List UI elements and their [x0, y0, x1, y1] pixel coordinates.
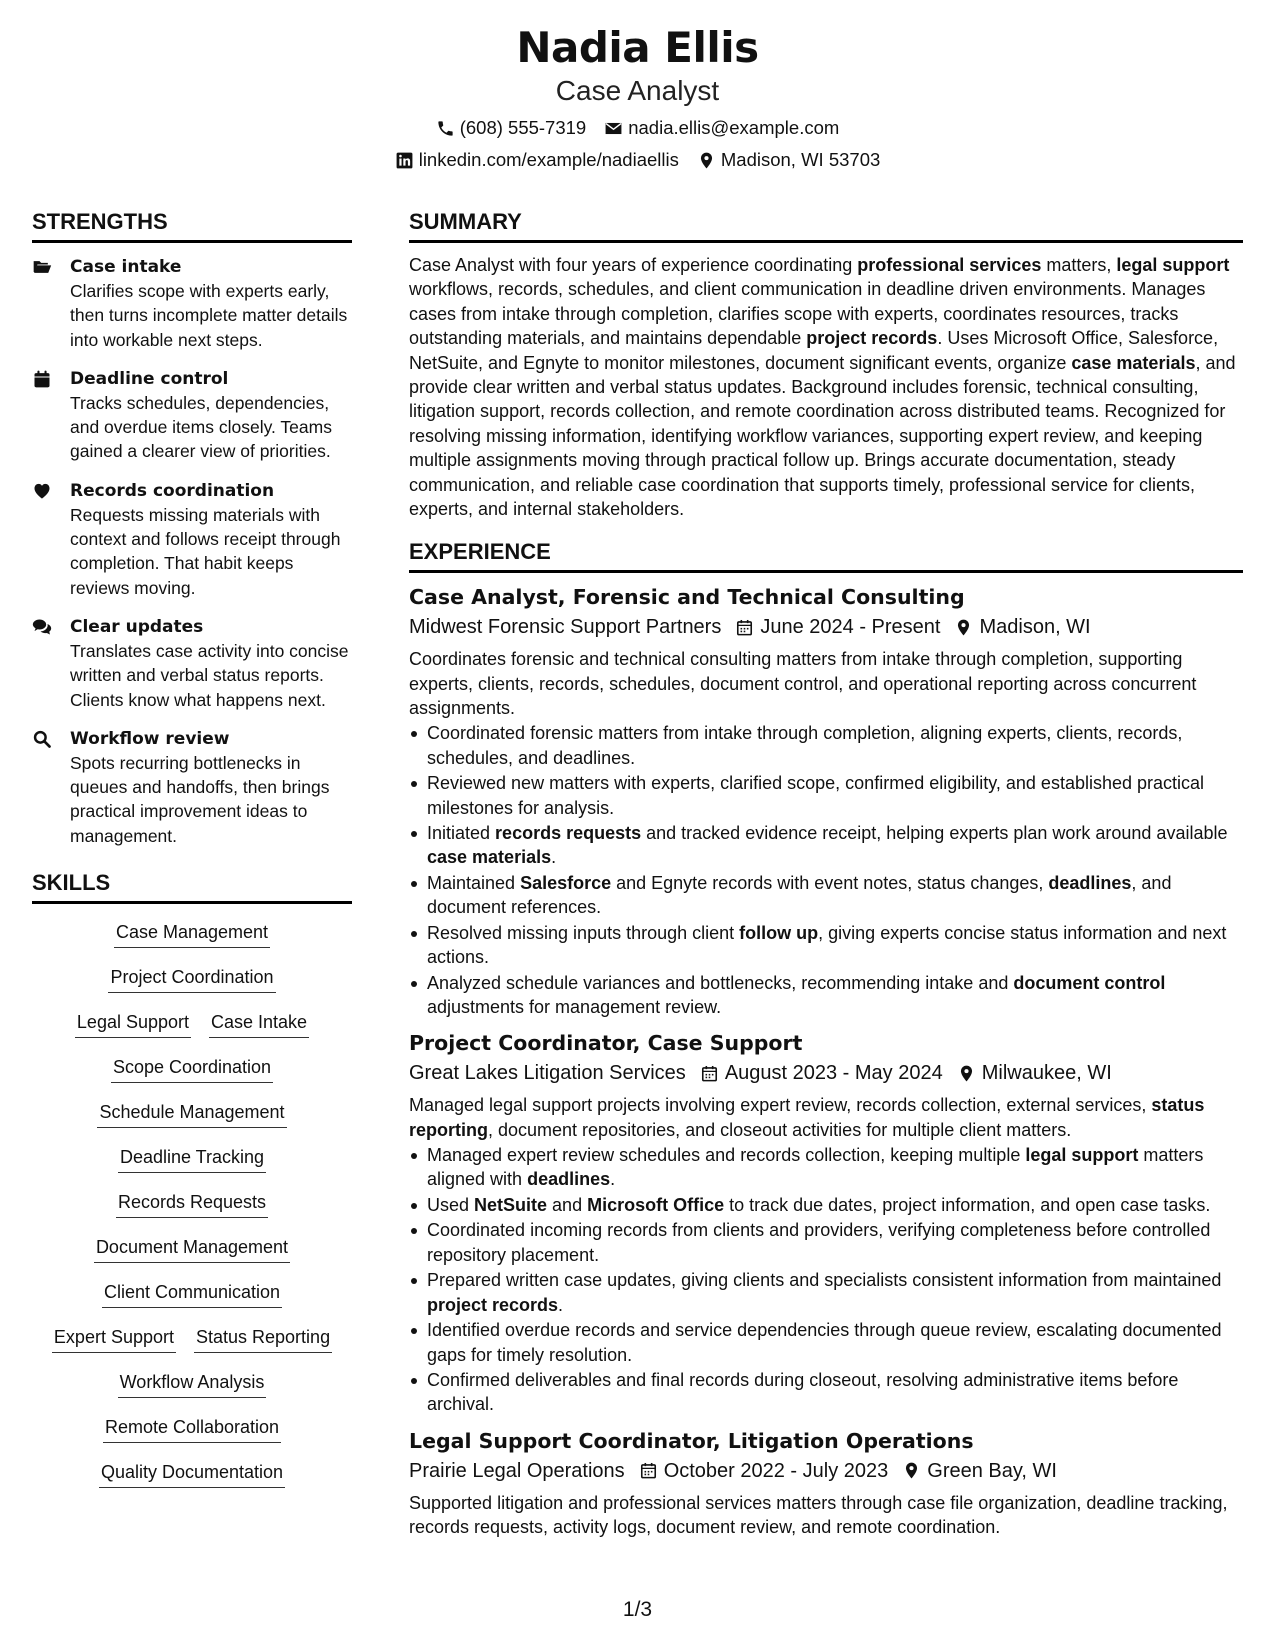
contact-linkedin[interactable]	[395, 148, 679, 172]
skill-tag: Records Requests	[116, 1191, 268, 1218]
job-description: Managed legal support projects involving expert review, records collection, external services, status reporting, document repositories, and closeout activities for multiple client matters.	[409, 1095, 1205, 1140]
job-entry	[409, 1427, 1243, 1540]
candidate-name: Nadia Ellis	[516, 23, 759, 72]
skill-row	[32, 921, 352, 966]
skill-tag: Status Reporting	[194, 1326, 332, 1353]
phone-text: (608) 555-7319	[459, 117, 587, 138]
strength-item	[32, 255, 352, 352]
skill-row	[32, 1371, 352, 1416]
contact-phone	[436, 116, 587, 140]
map-pin-icon	[954, 618, 973, 637]
skill-tag: Client Communication	[102, 1281, 282, 1308]
email-link[interactable]: nadia.ellis@example.com	[628, 117, 840, 138]
job-bullet: Prepared written case updates, giving clients and specialists consistent information from maintained project records.	[409, 1268, 1243, 1317]
skill-row	[32, 1191, 352, 1236]
calendar-icon	[32, 369, 52, 389]
strength-title: Workflow review	[70, 728, 230, 749]
job-description: Coordinates forensic and technical consulting matters from intake through completion, supporting experts, clients, records, schedules, document control, and operational reporting across concurrent assignments.	[409, 649, 1197, 719]
skill-row	[32, 1416, 352, 1461]
strength-desc: Clarifies scope with experts early, then turns incomplete matter details into workable next steps.	[70, 281, 348, 350]
job-bullet: Coordinated incoming records from clients and providers, verifying completeness before controlled repository placement.	[409, 1218, 1243, 1267]
job-bullet: Identified overdue records and service dependencies through queue review, escalating documented gaps for timely resolution.	[409, 1318, 1243, 1367]
summary-heading: SUMMARY	[409, 208, 1243, 243]
job-bullet: Managed expert review schedules and records collection, keeping multiple legal support matters aligned with deadlines.	[409, 1143, 1243, 1192]
map-pin-icon	[697, 151, 716, 170]
job-company: Midwest Forensic Support Partners	[409, 616, 722, 639]
contact-email[interactable]	[604, 116, 839, 140]
job-bullet: Initiated records requests and tracked evidence receipt, helping experts plan work around available case materials.	[409, 821, 1243, 870]
strength-desc: Translates case activity into concise written and verbal status reports. Clients know what happens next.	[70, 640, 349, 710]
skill-tag: Workflow Analysis	[118, 1371, 267, 1398]
strength-title: Deadline control	[70, 368, 229, 389]
skills-list	[32, 921, 352, 1506]
skill-tag: Schedule Management	[97, 1101, 286, 1128]
skill-tag: Deadline Tracking	[118, 1146, 266, 1173]
strengths-heading: STRENGTHS	[32, 208, 352, 243]
job-meta	[409, 1456, 1243, 1486]
skill-tag: Project Coordination	[108, 966, 275, 993]
job-description: Supported litigation and professional services matters through case file organization, deadline tracking, records requests, activity logs, document review, and remote coordination.	[409, 1492, 1228, 1538]
job-entry	[409, 583, 1243, 1019]
page-number: 1/3	[622, 1598, 653, 1621]
heart-icon	[32, 481, 52, 501]
skill-row	[32, 966, 352, 1011]
strength-title: Case intake	[70, 257, 182, 277]
strength-desc: Requests missing materials with context and follows receipt through completion. That habit keeps reviews moving.	[70, 504, 341, 598]
map-pin-icon	[902, 1461, 921, 1480]
summary-text: Case Analyst with four years of experience coordinating professional services matters, legal support workflows, records, schedules, and client communication in deadline driven environments. Manages cases from intake through completion, clarifies scope with experts, coordinates resources, tracks outstanding materials, and maintains dependable project records. Uses Microsoft Office, Salesforce, NetSuite, and Egnyte to monitor milestones, document significant events, organize case materials, and provide clear written and verbal status updates. Background includes forensic, technical consulting, litigation support, records collection, and remote coordination across distributed teams. Recognized for resolving missing information, identifying workflow variances, supporting expert review, and keeping multiple assignments moving through practical follow up. Brings accurate documentation, steady communication, and reliable case coordination that supports timely, professional service for clients, experts, and internal stakeholders.	[409, 255, 1236, 520]
skill-row	[32, 1461, 352, 1506]
skill-tag: Quality Documentation	[99, 1461, 285, 1488]
skill-tag: Legal Support	[75, 1011, 191, 1038]
comments-icon	[32, 617, 52, 637]
contact-location	[697, 148, 880, 172]
right-column	[409, 208, 1243, 1539]
skills-heading: SKILLS	[32, 869, 352, 904]
job-bullet: Used NetSuite and Microsoft Office to track due dates, project information, and open case tasks.	[409, 1193, 1243, 1217]
job-title: Legal Support Coordinator, Litigation Operations	[409, 1428, 974, 1453]
skill-tag: Scope Coordination	[111, 1056, 273, 1083]
strength-item	[32, 479, 352, 600]
job-dates: October 2022 - July 2023	[663, 1459, 889, 1482]
experience-list	[409, 583, 1243, 1539]
linkedin-icon	[395, 151, 414, 170]
job-location: Green Bay, WI	[927, 1459, 1057, 1482]
job-bullet: Coordinated forensic matters from intake through completion, aligning experts, clients, records, schedules, and deadlines.	[409, 721, 1243, 770]
job-bullet: Reviewed new matters with experts, clarified scope, confirmed eligibility, and established practical milestones for analysis.	[409, 771, 1243, 820]
job-bullets	[409, 721, 1243, 1019]
calendar-icon	[639, 1461, 658, 1480]
experience-heading: EXPERIENCE	[409, 538, 1243, 573]
job-title: Case Analyst, Forensic and Technical Consulting	[409, 585, 965, 610]
skill-tag: Case Management	[114, 921, 270, 948]
job-bullet: Confirmed deliverables and final records during closeout, resolving administrative items before archival.	[409, 1368, 1243, 1417]
linkedin-link[interactable]: linkedin.com/example/nadiaellis	[418, 149, 679, 170]
contact-row-1	[0, 116, 1275, 140]
job-bullets	[409, 1143, 1243, 1417]
job-entry	[409, 1029, 1243, 1416]
strength-title: Clear updates	[70, 616, 204, 637]
strength-desc: Spots recurring bottlenecks in queues and handoffs, then brings practical improvement ideas to management.	[70, 752, 330, 846]
job-title: Project Coordinator, Case Support	[409, 1031, 803, 1056]
skill-row	[32, 1326, 352, 1371]
skill-row	[32, 1146, 352, 1191]
skill-row	[32, 1056, 352, 1101]
skill-tag: Case Intake	[209, 1011, 309, 1038]
phone-icon	[436, 119, 455, 138]
job-meta	[409, 1058, 1243, 1088]
skill-tag: Expert Support	[52, 1326, 176, 1353]
skill-tag: Document Management	[94, 1236, 290, 1263]
folder-open-icon	[32, 257, 52, 277]
strength-item	[32, 727, 352, 848]
skill-row	[32, 1101, 352, 1146]
job-company: Great Lakes Litigation Services	[409, 1062, 686, 1085]
skill-row	[32, 1011, 352, 1056]
calendar-icon	[700, 1064, 719, 1083]
job-bullet: Resolved missing inputs through client follow up, giving experts concise status information and next actions.	[409, 921, 1243, 970]
strength-desc: Tracks schedules, dependencies, and overdue items closely. Teams gained a clearer view of priorities.	[70, 392, 332, 462]
job-dates: August 2023 - May 2024	[724, 1062, 943, 1085]
contact-row-2	[0, 148, 1275, 172]
strength-title: Records coordination	[70, 480, 275, 501]
left-column	[32, 208, 352, 1506]
job-company: Prairie Legal Operations	[409, 1459, 625, 1482]
job-bullet: Maintained Salesforce and Egnyte records with event notes, status changes, deadlines, and document references.	[409, 871, 1243, 920]
envelope-icon	[604, 119, 623, 138]
skill-row	[32, 1236, 352, 1281]
job-dates: June 2024 - Present	[760, 616, 941, 639]
strengths-list	[32, 255, 352, 848]
job-bullet: Analyzed schedule variances and bottlenecks, recommending intake and document control adjustments for management review.	[409, 971, 1243, 1020]
job-meta	[409, 612, 1243, 642]
candidate-role: Case Analyst	[555, 75, 720, 106]
strength-item	[32, 367, 352, 464]
map-pin-icon	[957, 1064, 976, 1083]
resume-header	[0, 22, 1275, 172]
skill-tag: Remote Collaboration	[103, 1416, 281, 1443]
location-text: Madison, WI 53703	[720, 149, 881, 170]
job-location: Madison, WI	[979, 616, 1091, 639]
job-location: Milwaukee, WI	[981, 1062, 1112, 1085]
strength-item	[32, 615, 352, 712]
skill-row	[32, 1281, 352, 1326]
calendar-icon	[735, 618, 754, 637]
search-icon	[32, 729, 52, 749]
